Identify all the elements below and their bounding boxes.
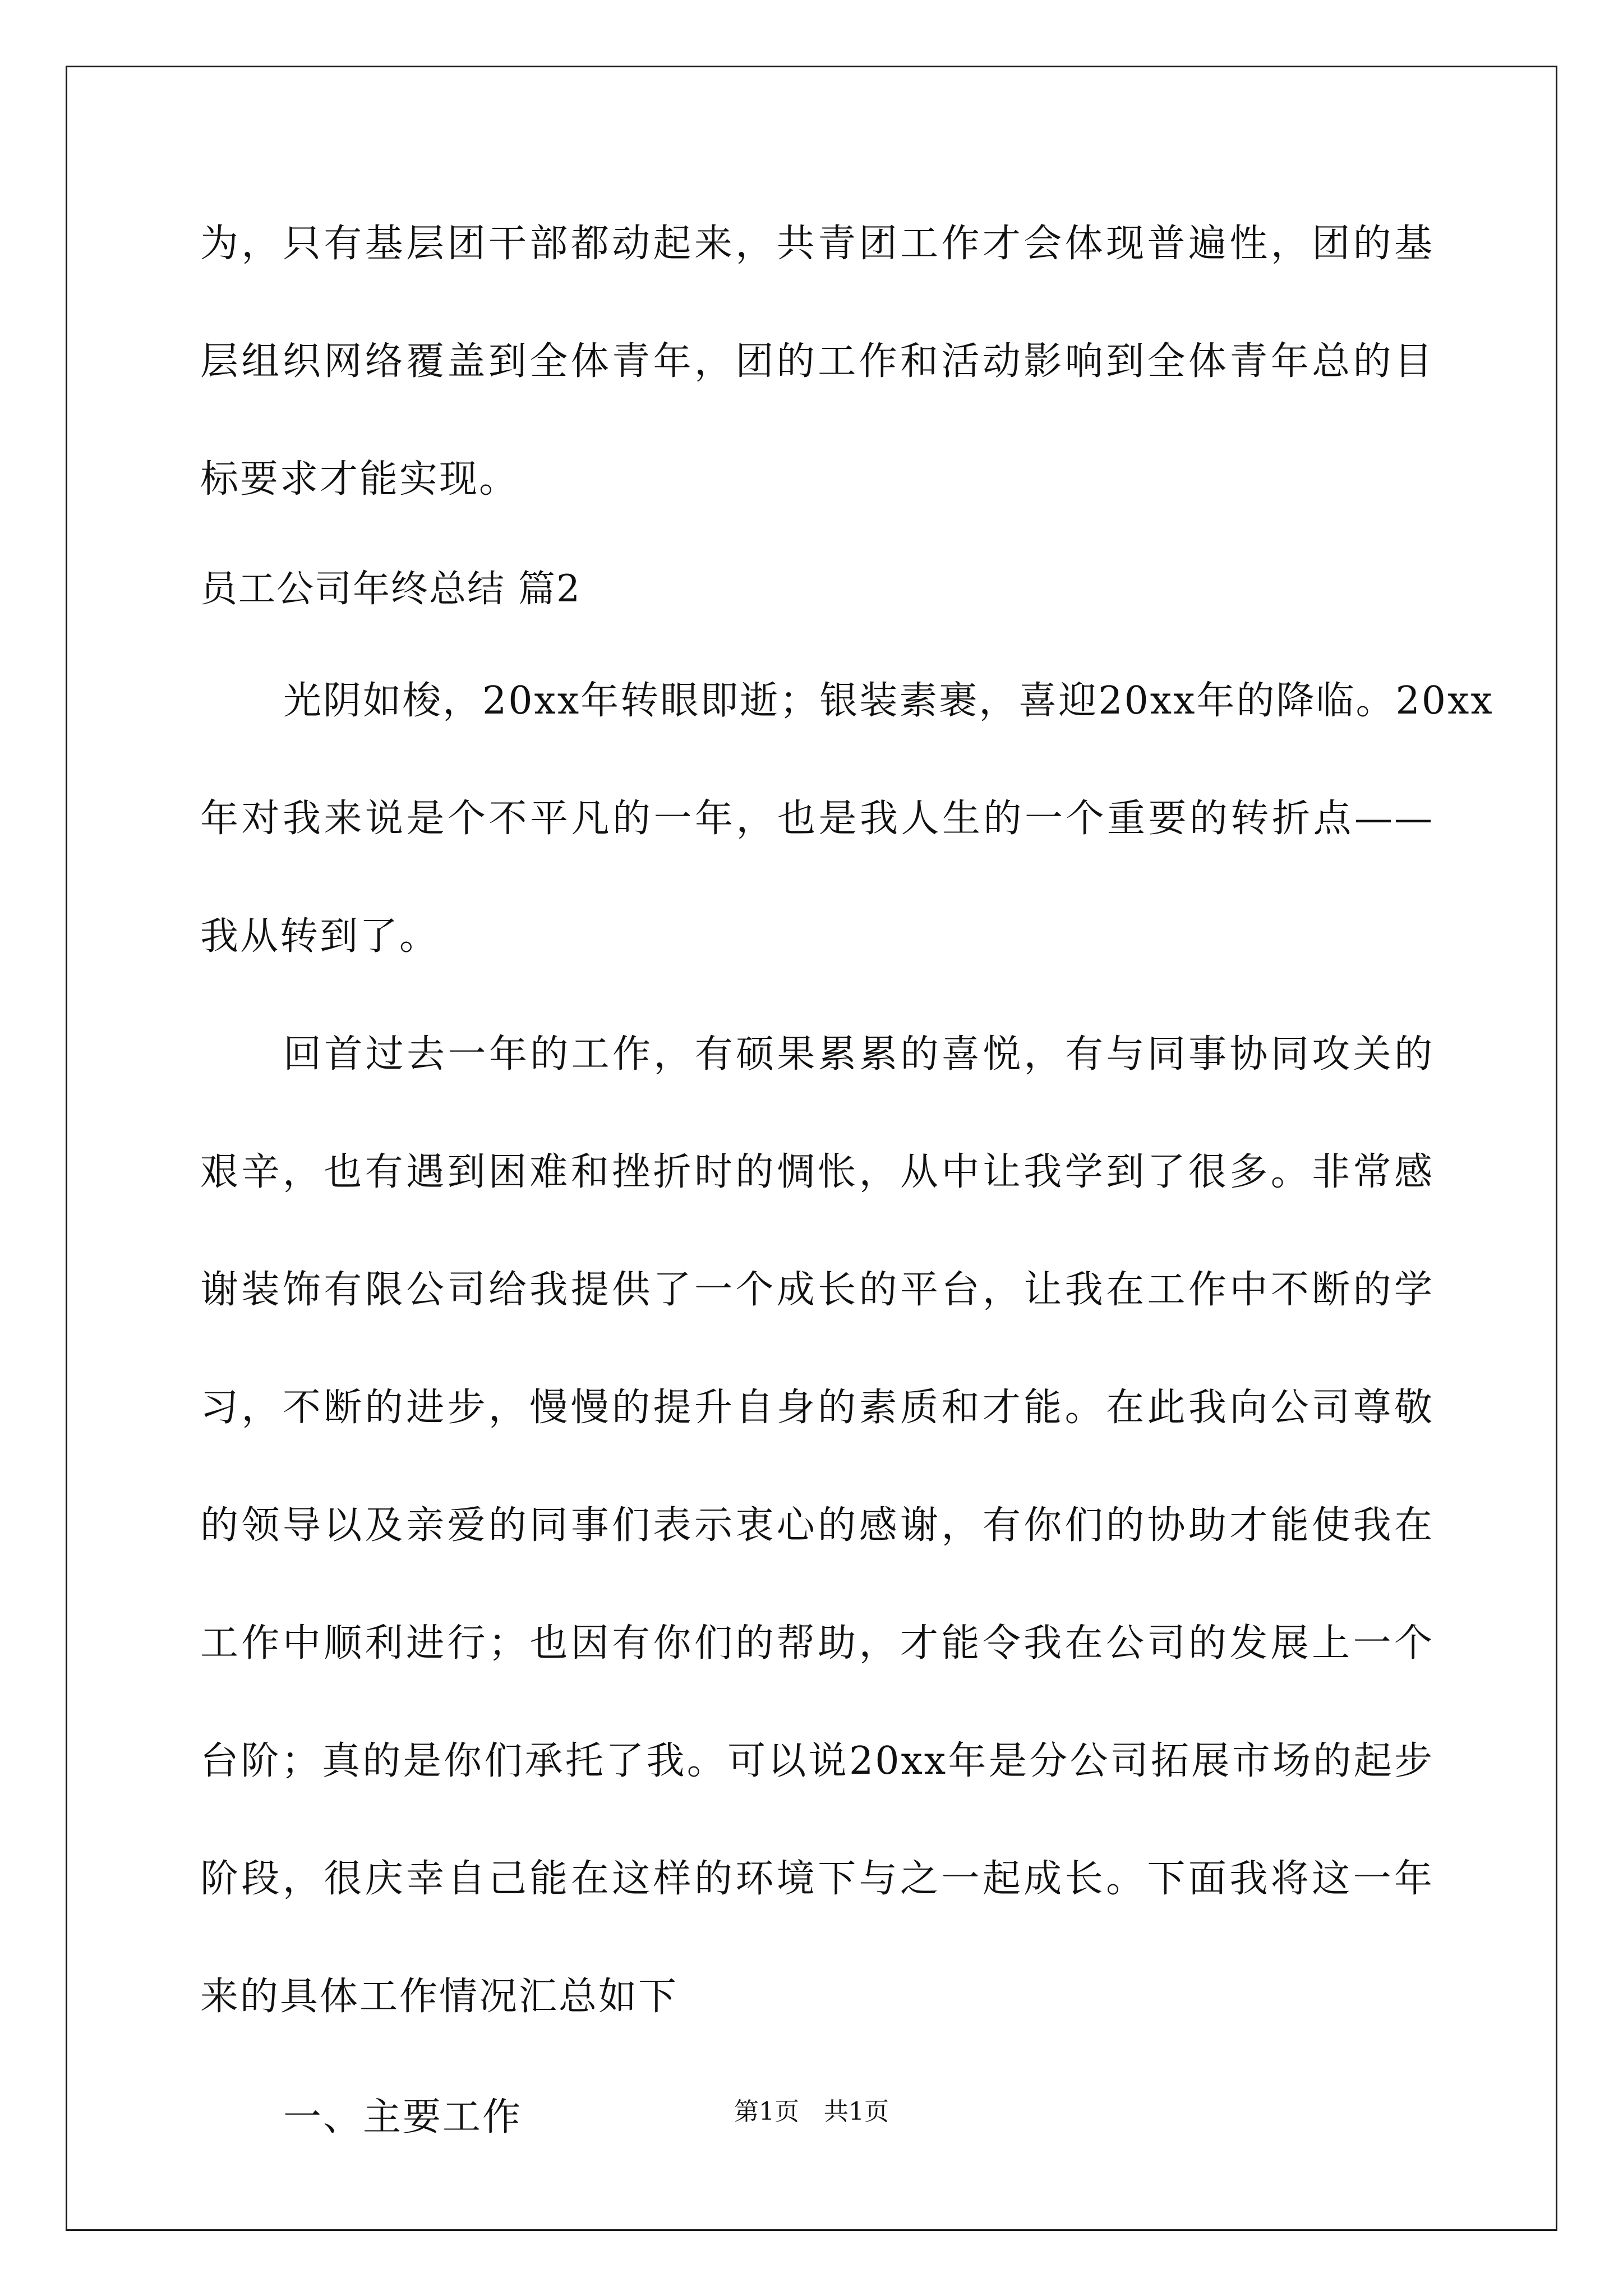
- page-number: 第1页: [734, 2097, 799, 2126]
- section-heading: 员工公司年终总结 篇2: [200, 567, 581, 610]
- text-line: 光阴如梭，20xx年转眼即逝；银装素裹，喜迎20xx年的降临。20xx: [283, 679, 1494, 723]
- text-line: 谢装饰有限公司给我提供了一个成长的平台，让我在工作中不断的学: [200, 1268, 1434, 1312]
- text-line: 标要求才能实现。: [200, 457, 519, 501]
- text-line: 工作中顺利进行；也因有你们的帮助，才能令我在公司的发展上一个: [200, 1621, 1434, 1665]
- text-line: 为，只有基层团干部都动起来，共青团工作才会体现普遍性，团的基: [200, 222, 1434, 266]
- text-line: 台阶；真的是你们承托了我。可以说20xx年是分公司拓展市场的起步: [200, 1739, 1434, 1783]
- text-line: 习，不断的进步，慢慢的提升自身的素质和才能。在此我向公司尊敬: [200, 1386, 1434, 1430]
- text-line: 层组织网络覆盖到全体青年，团的工作和活动影响到全体青年总的目: [200, 339, 1434, 384]
- section-subheading: 一、主要工作: [283, 2095, 523, 2139]
- text-line: 年对我来说是个不平凡的一年，也是我人生的一个重要的转折点——: [200, 797, 1434, 841]
- text-line: 我从转到了。: [200, 914, 440, 959]
- text-line: 的领导以及亲爱的同事们表示衷心的感谢，有你们的协助才能使我在: [200, 1503, 1434, 1548]
- text-line: 回首过去一年的工作，有硕果累累的喜悦，有与同事协同攻关的: [283, 1032, 1434, 1076]
- text-line: 来的具体工作情况汇总如下: [200, 1975, 679, 2019]
- text-line: 阶段，很庆幸自己能在这样的环境下与之一起成长。下面我将这一年: [200, 1857, 1434, 1901]
- page-total: 共1页: [824, 2097, 889, 2126]
- page-footer: [0, 2095, 1623, 2129]
- text-line: 艰辛，也有遇到困难和挫折时的惆怅，从中让我学到了很多。非常感: [200, 1150, 1434, 1194]
